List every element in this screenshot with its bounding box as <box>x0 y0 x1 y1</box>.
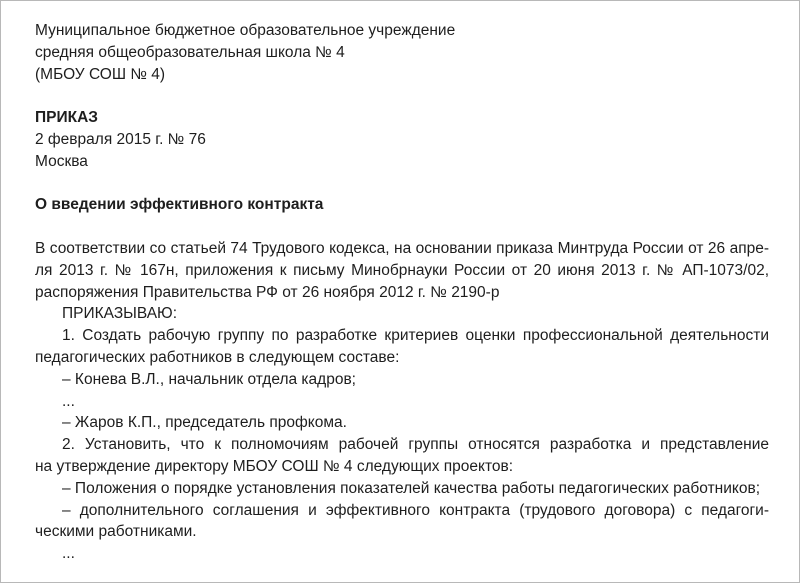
project-item-continuation: ческими работниками. <box>35 523 197 541</box>
project-item: – дополнительного соглашения и эффективного контракта (трудового договора) с педагоги- <box>62 501 769 519</box>
order-word: ПРИКАЗЫВАЮ: <box>62 305 178 323</box>
spacer <box>35 173 769 195</box>
order-document <box>35 20 769 565</box>
item-1-line-1: 1. Создать рабочую группу по разработке критериев оценки профессиональной деятельности <box>62 327 769 345</box>
preamble-line-3: распоряжения Правительства РФ от 26 ноября 2012 г. № 2190-р <box>35 283 500 301</box>
order-date-number: 2 февраля 2015 г. № 76 <box>35 130 206 148</box>
item-2-line-1: 2. Установить, что к полномочиям рабочей группы относятся разработка и представление <box>62 436 769 454</box>
organization-name-line-2: средняя общеобразовательная школа № 4 <box>35 43 345 61</box>
organization-name-line-1: Муниципальное бюджетное образовательное учреждение <box>35 22 456 39</box>
item-1-line-2: педагогических работников в следующем составе: <box>35 348 400 366</box>
preamble-line-2: ля 2013 г. № 167н, приложения к письму Минобрнауки России от 20 июня 2013 г. № АП-1073/02, <box>35 261 769 279</box>
project-item: – Положения о порядке установления показателей качества работы педагогических работников; <box>62 479 760 497</box>
preamble-line-1: В соответствии со статьей 74 Трудового кодекса, на основании приказа Минтруда России от 26 апре- <box>35 239 769 257</box>
member-ellipsis: ... <box>62 392 75 410</box>
organization-short-name: (МБОУ СОШ № 4) <box>35 65 166 83</box>
spacer <box>35 85 769 107</box>
member-item: – Конева В.Л., начальник отдела кадров; <box>62 370 356 388</box>
spacer <box>35 216 769 238</box>
order-city: Москва <box>35 152 88 170</box>
order-subject: О введении эффективного контракта <box>35 196 324 214</box>
closing-ellipsis: ... <box>62 545 75 563</box>
member-item: – Жаров К.П., председатель профкома. <box>62 414 347 432</box>
item-2-line-2: на утверждение директору МБОУ СОШ № 4 следующих проектов: <box>35 457 514 475</box>
order-heading: ПРИКАЗ <box>35 109 98 127</box>
